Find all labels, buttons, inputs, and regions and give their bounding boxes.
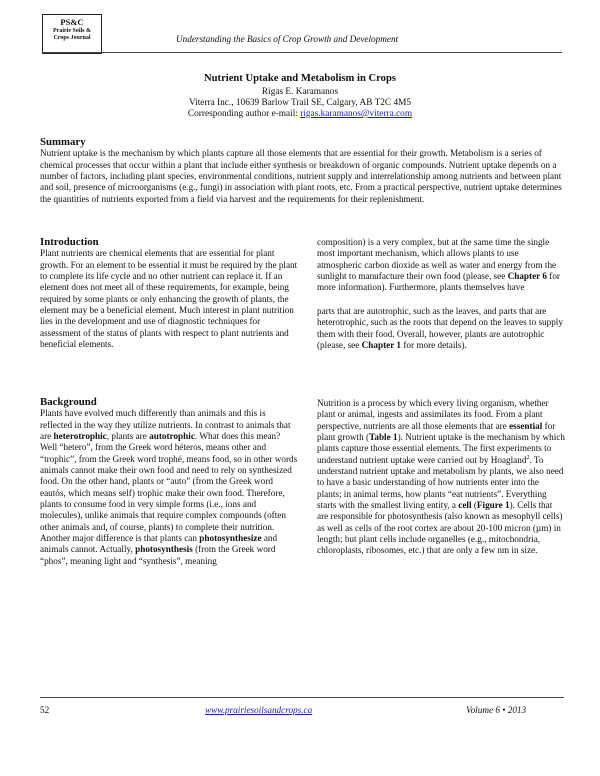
summary-text: Nutrient uptake is the mechanism by which plants capture all those elements that are essential for their growth. Metabolism is a series of chemical processes that occur within a plant that include either synthesis or breakdown of organic compounds. Nutrient uptake depends on a number of factors, including plant species, environmental conditions, nutrient supply and interrelationship among nutrients and between plant and soil, presence of microorganisms (e.g., fungi) in association with plant roots, etc. From a practical perspective, nutrient uptake determines the quantities of nutrients exported from a field via harvest and the requirements for their replenishment.: [40, 148, 562, 204]
col2-paragraph-a: composition) is a very complex, but at the same time the single most important mechanism, which allows plants to use atmospheric carbon dioxide as well as water and energy from the sunlight to manufacture their own food (please, see Chapter 6 for more information). Furthermore, plants themselves have: [317, 237, 560, 293]
author-affiliation: Viterra Inc., 10639 Barlow Trail SE, Calgary, AB T2C 4M5: [188, 98, 412, 108]
journal-logo-badge: [42, 14, 102, 54]
journal-website-link[interactable]: www.prairiesoilsandcrops.ca: [205, 705, 313, 715]
background-section: [40, 397, 298, 567]
badge-subtitle-1: Prairie Soils &: [53, 28, 91, 34]
term-autotrophic: autotrophic: [149, 431, 195, 442]
running-header: Understanding the Basics of Crop Growth and Development: [176, 34, 399, 44]
col2-paragraph-b: parts that are autotrophic, such as the leaves, and parts that are heterotrophic, such as the roots that depend on the leaves to supply them with their food. Overall, however, plants are autotrophic (please, see Chapter 1 for more details).: [317, 306, 563, 351]
badge-title: PS&C: [60, 17, 84, 27]
email-label: Corresponding author e-mail:: [187, 109, 301, 119]
corresponding-email-line: [0, 109, 600, 120]
email-link[interactable]: rigas.karamanos@viterra.com: [300, 109, 413, 119]
background-heading: Background: [40, 396, 97, 408]
author-name: Rigas E. Karamanos: [261, 87, 339, 97]
term-photosynthesis: photosynthesis: [135, 544, 193, 555]
term-cell: cell: [458, 500, 472, 511]
ref-table-1: Table 1: [369, 432, 398, 443]
volume-info: Volume 6 • 2013: [466, 705, 527, 715]
article-title: Nutrient Uptake and Metabolism in Crops: [204, 73, 396, 84]
summary-heading: Summary: [40, 136, 86, 148]
footer-divider: [40, 697, 564, 698]
summary-section: [40, 137, 564, 205]
introduction-section: [40, 237, 298, 350]
col2-paragraph-c: Nutrition is a process by which every living organism, whether plant or animal, ingests and assimilates its food. From a plant perspective, nutrients are all those elements that are essential for plant growth (Table 1). Nutrient uptake is the mechanism by which plants capture those essential elements. The first experiments to understand nutrient uptake were carried out by Hoagland$^2$. To understand nutrient uptake and metabolism by plants, we also need to have a basic understanding of how nutrients enter into the plants; in animal terms, how plants “eat nutrients”. Everything starts with the smallest living entity, a cell (Figure 1). Cells that are responsible for photosynthesis (also known as mesophyll cells) as well as cells of the root cortex are about 20-100 micron (µm) in length; but plant cells include organelles (e.g., mitochondria, chloroplasts, ribosomes, etc.) that are only a few nm in size.: [317, 398, 565, 556]
page-number: 52: [40, 705, 50, 715]
ref-chapter-6: Chapter 6: [507, 271, 547, 282]
header-divider: [42, 52, 562, 53]
citation-superscript: 2: [526, 454, 530, 461]
introduction-heading: Introduction: [40, 236, 99, 248]
ref-chapter-1: Chapter 1: [361, 340, 402, 351]
background-text: Plants have evolved much differently than animals and this is reflected in the way they utilize nutrients. In contrast to animals that are heterotrophic, plants are autotrophic. What does this mean? Well “hetero”, from the Greek word héteros, means other and “trophic”, from the Greek word trophé, means food, so in other words animals cannot make their own food and need to rely on synthesized food. On the other hand, plants or “auto” (from the Greek word eautós, which means self) trophic make their own food. Therefore, plants to consume food in very simple forms (i.e., ions and molecules), unlike animals that require complex compounds (often other animals and, of course, plants) to complete their nutrition. Another major difference is that plants can photosynthesize and animals cannot. Actually, photosynthesis (from the Greek word “phos”, meaning light and “synthesis”, meaning: [40, 408, 298, 566]
ref-figure-1: Figure 1: [476, 500, 510, 511]
term-essential: essential: [509, 420, 543, 431]
badge-subtitle-2: Crops Journal: [53, 35, 91, 41]
term-heterotrophic: heterotrophic: [53, 431, 107, 442]
introduction-text: Plant nutrients are chemical elements that are essential for plant growth. For an element to be essential it must be required by the plant to complete its life cycle and no other nutrient can replace it. If an element does not meet all of these requirements, for example, being required by some plants or only enhancing the growth of plants, the element may be a beneficial element. Much interest in plant nutrition lies in the development and use of diagnostic techniques for assessment of the status of plants with respect to plant nutrients and beneficial elements.: [40, 248, 298, 350]
term-photosynthesize: photosynthesize: [199, 533, 262, 544]
